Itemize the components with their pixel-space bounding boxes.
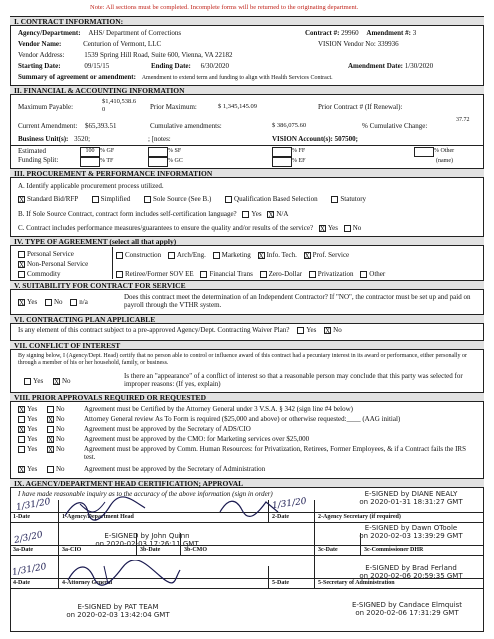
suit-na-checkbox[interactable] (70, 299, 77, 306)
date-5-label: 5-Date (272, 580, 289, 586)
conflict-no-checkbox[interactable]: X (53, 377, 59, 386)
esign-by: E-SIGNED by DIANE NEALY (364, 490, 458, 498)
max-payable: $1,410,538.6 (102, 98, 137, 105)
esign-on: on 2020-02-03 17:26:11 GMT (95, 540, 199, 548)
cmo-label: 3b-CMO (184, 547, 207, 553)
gc-percent[interactable] (148, 157, 168, 167)
approval-row (18, 415, 484, 425)
financial-trans-checkbox[interactable] (200, 271, 207, 278)
approval-row (18, 435, 484, 445)
date-3b-label: 3b-Date (140, 547, 161, 553)
sole-yes-label: Yes (251, 210, 262, 218)
statutory-checkbox[interactable] (331, 196, 338, 203)
required-notice: Note: All sections must be completed. Incomplete forms will be returned to the originating department. (90, 4, 359, 11)
amendment-date-label: Amendment Date: (348, 62, 404, 70)
approval-text: Agreement must be approved by the Secretary of Administration (84, 465, 266, 473)
amendment-date-row (348, 62, 433, 70)
esign-stamp (58, 603, 178, 619)
info-tech-checkbox[interactable]: X (258, 251, 264, 260)
esign-on: on 2020-02-06 17:31:29 GMT (355, 609, 459, 617)
arch-eng-label: Arch/Eng. (176, 251, 206, 259)
date-3a-label: 3a-Date (13, 547, 33, 553)
approval-yes-checkbox[interactable]: X (19, 405, 25, 414)
suit-no-label: No (53, 298, 63, 306)
approval-no-checkbox[interactable] (47, 426, 54, 433)
approval-text: Agreement must be Certified by the Attorney General under 3 V.S.A. § 342 (sign line #4 below) (84, 405, 353, 413)
zero-dollar-checkbox[interactable] (260, 271, 267, 278)
sf-label: % SF (168, 148, 182, 154)
approval-yes-label: Yes (27, 425, 38, 433)
summary-row (18, 73, 333, 82)
qbs-label: Qualification Based Selection (234, 195, 318, 203)
other-type-checkbox[interactable] (360, 271, 367, 278)
vision-label: VISION Vendor No: (318, 40, 376, 48)
esign-stamp (82, 532, 212, 548)
non-personal-label: Non-Personal Service (27, 260, 89, 268)
summary-text: Amendment to extend term and funding to align with Health Services Contract. (141, 75, 333, 81)
waiver-yes-label: Yes (306, 326, 317, 334)
procurement-options (18, 195, 366, 203)
sole-source-question: B. If Sole Source Contract, contract form includes self-certification language? (18, 210, 237, 218)
arch-eng-checkbox[interactable] (168, 252, 175, 259)
suit-yes-checkbox[interactable]: X (19, 298, 25, 307)
marketing-checkbox[interactable] (213, 252, 220, 259)
approvals-list (18, 405, 484, 475)
agency-label: Agency/Department: (18, 29, 81, 37)
approval-yes-label: Yes (27, 445, 38, 453)
suitability-question: Does this contract meet the determination of an Independent Contractor? If "NO", the contractor must be set up and paid on payroll through the VTHR system. (124, 293, 471, 309)
handwritten-date-3a: 2/3/20 (13, 530, 44, 546)
approval-no-checkbox[interactable]: X (47, 435, 53, 444)
approval-yes-checkbox[interactable] (18, 436, 25, 443)
esign-on: on 2020-02-06 20:59:35 GMT (359, 572, 463, 580)
esign-stamp (336, 564, 486, 580)
attorney-general-signature (64, 560, 184, 588)
retiree-checkbox[interactable] (116, 271, 123, 278)
simplified-checkbox[interactable] (92, 196, 99, 203)
esign-on: on 2020-02-03 13:42:04 GMT (66, 611, 170, 619)
date-4-label: 4-Date (13, 580, 30, 586)
divider (314, 500, 315, 588)
approval-yes-label: Yes (27, 405, 38, 413)
date-3c-label: 3c-Date (318, 547, 338, 553)
approval-yes-label: Yes (27, 465, 38, 473)
sole-na-label: N/A (276, 210, 289, 218)
procurement-question: A. Identify applicable procurement process utilized. (18, 182, 164, 190)
other-type-label: Other (369, 270, 386, 278)
vision-account: 507500; (334, 135, 358, 143)
esign-by: E-SIGNED by Candace Elmquist (351, 601, 463, 609)
amendment-date: 1/30/2020 (404, 62, 434, 70)
simplified-label: Simplified (100, 195, 131, 203)
esign-by: E-SIGNED by PAT TEAM (77, 603, 159, 611)
approval-no-label: No (55, 465, 65, 473)
conflict-certification: By signing below, I (Agency/Dept. Head) certify that no person able to control or influence award of this contract had a pecuniary interest in its award or performance, either personally or through a member of his or her household, family, or business. (18, 353, 467, 366)
gf-percent[interactable]: 100 (80, 147, 100, 157)
agency-row (18, 29, 181, 37)
vendor-label: Vendor Name: (18, 40, 62, 48)
ef-percent[interactable] (272, 157, 292, 167)
approval-yes-checkbox[interactable] (18, 446, 25, 453)
commodity-checkbox[interactable] (18, 271, 25, 278)
vendor-address: 1539 Spring Hill Road, Suite 600, Vienna, VA 22182 (84, 51, 233, 59)
standard-bid-checkbox[interactable]: X (19, 195, 25, 204)
esign-stamp (336, 524, 486, 540)
approval-text: Agreement must be approved by the Secretary of ADS/CIO (84, 425, 251, 433)
marketing-label: Marketing (221, 251, 251, 259)
construction-label: Construction (125, 251, 162, 259)
approval-row (18, 445, 484, 465)
waiver-yes-checkbox[interactable] (297, 327, 304, 334)
privatization-label: Privatization (317, 270, 354, 278)
section-1-header: I. CONTRACT INFORMATION: (10, 16, 484, 26)
amendment-number: 3 (412, 29, 417, 37)
handwritten-date-1: 1/31/20 (15, 497, 52, 513)
approval-no-checkbox[interactable] (47, 406, 54, 413)
vendor-address-label: Vendor Address: (18, 51, 65, 59)
vision-vendor-row (318, 40, 399, 48)
non-personal-checkbox[interactable]: X (19, 260, 25, 269)
perf-yes-checkbox[interactable]: X (319, 224, 325, 233)
conflict-yes-label: Yes (33, 377, 44, 385)
ff-percent[interactable] (272, 147, 292, 157)
info-tech-label: Info. Tech. (266, 251, 297, 259)
approval-text: Attorney General review As To Form is required ($25,000 and above) or otherwise requested:____ (AAG initial) (84, 415, 401, 423)
waiver-question: Is any element of this contract subject to a pre-approved Agency/Dept. Contracting Waiver Plan? (18, 326, 290, 334)
approval-yes-checkbox[interactable]: X (19, 425, 25, 434)
retiree-label: Retiree/Former SOV EE (125, 270, 194, 278)
approval-no-checkbox[interactable]: X (47, 415, 53, 424)
commissioner-label: 3c-Commissioner DHR (364, 547, 424, 553)
start-label: Starting Date: (18, 62, 61, 70)
cio-label: 3a-CIO (62, 547, 82, 553)
conflict-yes-checkbox[interactable] (24, 378, 31, 385)
prof-service-checkbox[interactable]: X (304, 251, 310, 260)
sole-na-checkbox[interactable]: X (268, 210, 274, 219)
waiver-no-checkbox[interactable]: X (325, 326, 331, 335)
personal-service-label: Personal Service (27, 250, 74, 258)
perf-no-checkbox[interactable] (344, 225, 351, 232)
vendor-row (18, 40, 161, 48)
agency-value: AHS/ Department of Corrections (88, 29, 182, 37)
approval-row (18, 405, 484, 415)
contract-number: 29960 (341, 29, 359, 37)
esign-on: on 2020-01-31 18:31:27 GMT (359, 498, 463, 506)
esign-by: E-SIGNED by Brad Ferland (365, 564, 457, 572)
esign-stamp (332, 601, 482, 617)
conflict-options (24, 377, 71, 385)
divider (10, 588, 484, 589)
waiver-no-label: No (333, 326, 342, 334)
contract-number-row (305, 29, 416, 37)
approval-yes-label: Yes (27, 435, 38, 443)
handwritten-date-2: 1/31/20 (271, 496, 308, 512)
gc-label: % GC (168, 158, 183, 164)
sole-source-label: Sole Source (See B.) (152, 195, 212, 203)
zero-dollar-label: Zero-Dollar (268, 270, 303, 278)
ef-label: % EF (292, 158, 306, 164)
section-7-header: VII. CONFLICT OF INTEREST (10, 340, 484, 350)
suit-na-label: n/a (79, 298, 88, 306)
max-payable-cont: 0 (102, 106, 106, 113)
section-8-header: VIII. PRIOR APPROVALS REQUIRED OR REQUESTED (10, 392, 484, 402)
esign-on: on 2020-02-03 13:39:29 GMT (359, 532, 463, 540)
approval-no-label: No (55, 405, 65, 413)
prior-max: $ 1,345,145.09 (218, 103, 257, 110)
approval-text: Agreement must be approved by the CMO: for Marketing services over $25,000 (84, 435, 310, 443)
section-3-header: III. PROCUREMENT & PERFORMANCE INFORMATION (10, 168, 484, 178)
approval-no-checkbox[interactable] (47, 466, 54, 473)
non-personal-option (18, 260, 88, 268)
prior-contract-label: Prior Contract # (If Renewal): (318, 103, 403, 111)
secretary-signature (216, 494, 286, 518)
approval-no-label: No (55, 415, 65, 423)
esign-stamp (336, 490, 486, 506)
start-date: 09/15/15 (84, 62, 110, 70)
sole-yes-checkbox[interactable] (242, 211, 249, 218)
privatization-checkbox[interactable] (309, 271, 316, 278)
vendor-address-row (18, 51, 233, 59)
handwritten-date-4: 1/31/20 (11, 562, 48, 578)
sole-source-checkbox[interactable] (144, 196, 151, 203)
date-1-label: 1-Date (13, 514, 30, 520)
business-unit-label: Business Unit(s): (18, 135, 69, 143)
current-amendment: $65,393.51 (85, 122, 117, 130)
financial-trans-label: Financial Trans (209, 270, 253, 278)
section-4-header: IV. TYPE OF AGREEMENT (select all that apply) (10, 236, 484, 246)
commodity-label: Commodity (27, 270, 61, 278)
esign-by: E-SIGNED by John Quinn (104, 532, 190, 540)
date-2-label: 2-Date (272, 514, 289, 520)
estimated-label: Estimated (18, 147, 46, 155)
tf-label: % TF (100, 158, 114, 164)
approval-no-label: No (55, 445, 65, 453)
divider (10, 555, 484, 556)
agreement-types-row2 (116, 270, 385, 278)
funding-split-label: Funding Split: (18, 156, 59, 164)
suit-no-checkbox[interactable] (45, 299, 52, 306)
personal-service-option (18, 250, 74, 258)
qbs-checkbox[interactable] (225, 196, 232, 203)
sole-source-row (18, 210, 288, 218)
section-2-header: II. FINANCIAL & ACCOUNTING INFORMATION (10, 85, 484, 95)
suitability-options (18, 298, 88, 306)
waiver-row (18, 326, 342, 334)
approval-row (18, 465, 484, 475)
performance-question: C. Contract includes performance measures/guarantees to ensure the quality and/or results of the service? (18, 224, 314, 232)
conflict-no-label: No (61, 377, 71, 385)
standard-bid-label: Standard Bid/RFP (27, 195, 78, 203)
conflict-question: Is there an "appearance" of a conflict of interest so that a reasonable person may conclude that this party was selected for improper reasons: (If yes, explain) (124, 372, 463, 388)
other-label: % Other (434, 148, 455, 154)
approval-text: Agreement must be approved by Comm. Human Resources: for Privatization, Retirees, Former Employees, & if a Contract fails the IRS test. (84, 445, 466, 461)
business-unit-row (18, 135, 90, 143)
vendor-name: Centurion of Vermont, LLC (83, 40, 162, 48)
current-amendment-label: Current Amendment: (18, 122, 78, 130)
section-9-header: IX. AGENCY/DEPARTMENT HEAD CERTIFICATION; APPROVAL (10, 478, 484, 488)
agency-secretary-label: 2-Agency Secretary (if required) (318, 514, 401, 520)
statutory-label: Statutory (340, 195, 367, 203)
notes-field: ; [notes: (148, 135, 171, 143)
agreement-types-row1 (116, 251, 349, 259)
divider (112, 247, 113, 279)
secretary-admin-label: 5-Secretary of Administration (318, 580, 395, 586)
personal-service-checkbox[interactable] (18, 251, 25, 258)
esign-by: E-SIGNED by Dawn OToole (364, 524, 458, 532)
construction-checkbox[interactable] (116, 252, 123, 259)
amendment-label: Amendment #: (366, 29, 411, 37)
vision-account-row (272, 135, 358, 143)
approval-yes-label: Yes (27, 415, 38, 423)
prof-service-label: Prof. Service (312, 251, 350, 259)
approval-yes-checkbox[interactable] (18, 416, 25, 423)
pct-change: 37.72 (456, 117, 470, 123)
ff-label: % FF (292, 148, 306, 154)
approval-yes-checkbox[interactable]: X (19, 465, 25, 474)
divider (268, 566, 269, 588)
vision-account-label: VISION Account(s): (272, 135, 333, 143)
suit-yes-label: Yes (27, 298, 38, 306)
approval-no-label: No (55, 425, 65, 433)
end-label: Ending Date: (150, 62, 191, 70)
divider (10, 145, 484, 146)
approval-no-checkbox[interactable]: X (47, 445, 53, 454)
performance-row (18, 224, 361, 232)
vision-vendor-no: 339936 (377, 40, 399, 48)
approval-no-label: No (55, 435, 65, 443)
divider (58, 500, 59, 588)
current-amendment-row (18, 122, 117, 130)
business-unit: 3520; (74, 135, 91, 143)
cumulative-label: Cumulative amendments: (150, 122, 222, 130)
agency-head-label: 1-Agency/Department Head (62, 514, 134, 520)
contract-label: Contract #: (305, 29, 340, 37)
certification-statement: I have made reasonable inquiry as to the accuracy of the above information (sign in order) (18, 490, 273, 498)
cumulative-amount: $ 386,075.60 (272, 122, 307, 129)
max-payable-label: Maximum Payable: (18, 103, 74, 111)
perf-no-label: No (352, 224, 362, 232)
pct-change-label: % Cumulative Change: (362, 122, 428, 130)
tf-percent[interactable] (80, 157, 100, 167)
end-date: 6/30/2020 (200, 62, 229, 70)
agency-head-signature (60, 494, 150, 524)
gf-label: % GF (100, 148, 115, 154)
other-name-label: (name) (436, 158, 453, 164)
dates-row (18, 62, 229, 70)
approval-row (18, 425, 484, 435)
other-percent[interactable] (414, 147, 434, 157)
summary-label: Summary of agreement or amendment: (18, 73, 136, 81)
prior-max-label: Prior Maximum: (150, 103, 197, 111)
section-6-header: VI. CONTRACTING PLAN APPLICABLE (10, 314, 484, 324)
section-5-header: V. SUITABILITY FOR CONTRACT FOR SERVICE (10, 280, 484, 290)
commodity-option (18, 270, 60, 278)
perf-yes-label: Yes (327, 224, 338, 232)
sf-percent[interactable] (148, 147, 168, 157)
attorney-general-label: 4-Attorney General (62, 580, 113, 586)
